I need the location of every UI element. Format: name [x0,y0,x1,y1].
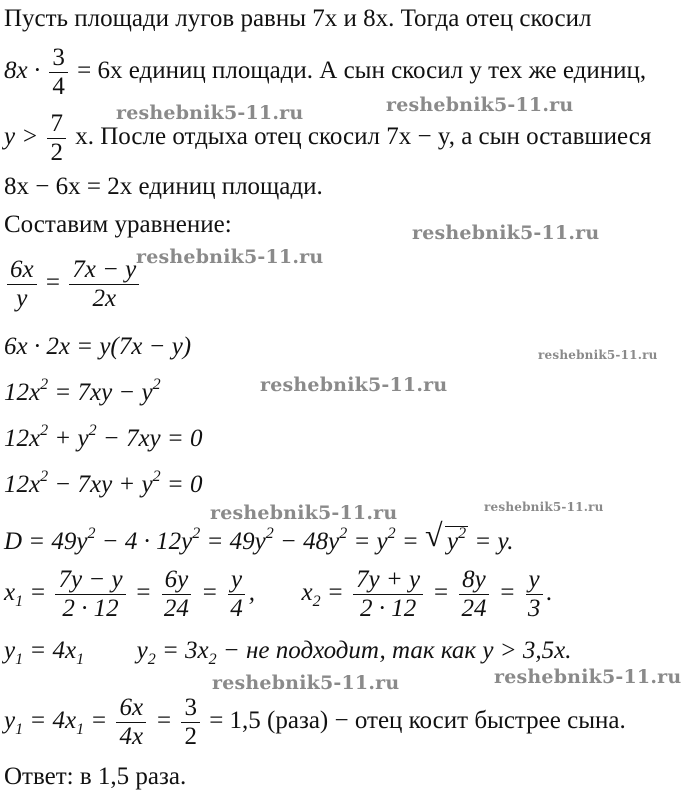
exponent: 2 [339,525,348,542]
equation-4 [4,424,203,454]
text-line-5-content: Составим уравнение: [4,211,232,238]
watermark: reshebnik5-11.ru [412,222,600,244]
exponent: 2 [40,468,49,485]
term: 12x [4,425,41,452]
variable: x [4,579,16,607]
denominator: 4 [52,73,65,100]
text-line-5 [4,210,232,240]
fraction [161,566,192,623]
equation-y-values [4,636,571,666]
exponent: 2 [192,525,201,542]
answer-text: Ответ: в 1,5 раза. [4,763,187,790]
watermark: reshebnik5-11.ru [136,246,324,268]
denominator: 24 [163,595,189,622]
equation-3 [4,378,161,408]
equals-sign: = [201,579,219,607]
numerator: 6x [7,256,37,285]
numerator: y [228,566,245,595]
denominator: 2 [184,723,197,750]
term: = 3x [155,637,209,664]
text-line-4-content: 8x − 6x = 2x единиц площади. [4,173,323,200]
subscript: 1 [15,593,24,611]
denominator: 2 · 12 [62,595,119,622]
numerator: 7x − y [69,256,139,285]
fraction [116,694,146,751]
subscript: 1 [76,651,85,668]
exponent: 2 [387,525,396,542]
watermark: reshebnik5-11.ru [210,502,398,524]
denominator: 3 [527,595,541,622]
term: = y [347,528,388,555]
term: − не подходит, так как y > 3,5x. [216,637,572,664]
term: + y [48,425,89,452]
numerator: 6x [116,694,146,723]
numerator: 7y + y [353,566,423,595]
fraction [181,694,200,751]
term: = [395,528,426,555]
watermark: reshebnik5-11.ru [260,374,448,396]
equation-2 [4,332,191,362]
numerator: 8y [459,566,489,595]
text-line-1 [4,4,591,34]
subscript: 2 [147,651,156,668]
fraction [458,566,489,623]
equals-sign: = [326,579,344,607]
comma: , [248,579,256,607]
period: . [546,579,553,607]
watermark: reshebnik5-11.ru [494,666,682,688]
term: − 7xy = 0 [96,425,203,452]
equation-roots [4,566,553,623]
fraction-left [7,256,37,313]
subscript: 1 [15,651,24,668]
exponent: 2 [40,376,49,393]
equals-sign: = [134,579,152,607]
denominator: y [16,285,28,312]
fraction-3-4 [49,44,68,101]
denominator: 4x [119,723,144,750]
term: − 4 · 12y [95,528,193,555]
text: = 6x единиц площади. А сын скосил y тех же единиц, [77,57,647,85]
denominator: 2 · 12 [359,595,417,622]
term: − 7xy + y [48,471,153,498]
term: − 48y [273,528,340,555]
term: = 4x [23,637,77,664]
equals-sign: = [432,579,450,607]
fraction [525,566,544,623]
exponent: 2 [265,525,274,542]
numerator: 7 [47,110,66,139]
watermark: reshebnik5-11.ru [484,500,604,514]
variable: x [301,579,313,607]
equals-sign: = [90,707,108,735]
variable: y [136,637,148,664]
equation-5 [4,470,203,500]
term: = 49y [200,528,266,555]
watermark: reshebnik5-11.ru [212,672,400,694]
fraction-7-2 [47,110,66,167]
subscript: 1 [76,721,85,739]
fraction [227,566,246,623]
exponent: 2 [152,468,161,485]
watermark: reshebnik5-11.ru [538,348,658,362]
equation-2-content: 6x · 2x = y(7x − y) [4,333,192,360]
equation-1 [4,256,142,313]
term: 12x [4,471,41,498]
subscript: 2 [312,593,321,611]
fraction [353,566,423,623]
radicand-base: y [447,528,459,555]
subscript: 1 [15,721,24,739]
numerator: 7y − y [55,566,125,595]
term: = 0 [160,471,203,498]
answer-line [4,762,186,792]
numerator: 6y [162,566,192,595]
variable: y [4,707,16,735]
term: 12x [4,379,41,406]
fraction-right [69,256,139,313]
text: = 1,5 (раза) − отец косит быстрее сына. [209,707,626,735]
denominator: 2x [92,285,117,312]
equals-sign: = [29,579,47,607]
numerator: 3 [49,44,68,73]
term: = 7xy − y [48,379,153,406]
radical-sign: √ [425,517,443,553]
text-line-3 [4,110,651,167]
expression: 8x · [4,57,41,85]
watermark: reshebnik5-11.ru [386,94,574,116]
expression: y > [4,123,39,151]
denominator: 2 [50,139,63,166]
radicand [445,526,468,557]
term: D = 49y [4,528,88,555]
equation-ratio [4,694,626,751]
text-line-1-content: Пусть площади лугов равны 7x и 8x. Тогда отец скосил [4,5,592,32]
numerator: y [526,566,543,595]
variable: y [4,637,16,664]
exponent: 2 [88,422,97,439]
equals-sign: = [155,707,173,735]
subscript: 2 [208,651,217,668]
denominator: 24 [461,595,487,622]
exponent: 2 [152,376,161,393]
term: = y. [468,528,514,555]
numerator: 3 [181,694,200,723]
term: = 4x [23,707,77,735]
text-line-4 [4,172,323,202]
equation-discriminant [4,517,514,557]
exponent: 2 [40,422,49,439]
equals-sign: = [45,269,60,297]
denominator: 4 [230,595,243,622]
text: x. После отдыха отец скосил 7x − y, а сын оставшиеся [75,123,652,151]
text-line-2 [4,44,646,101]
exponent: 2 [458,525,467,542]
exponent: 2 [87,525,96,542]
equals-sign: = [498,579,516,607]
fraction [55,566,125,623]
watermark: reshebnik5-11.ru [116,102,304,124]
square-root [425,517,468,557]
